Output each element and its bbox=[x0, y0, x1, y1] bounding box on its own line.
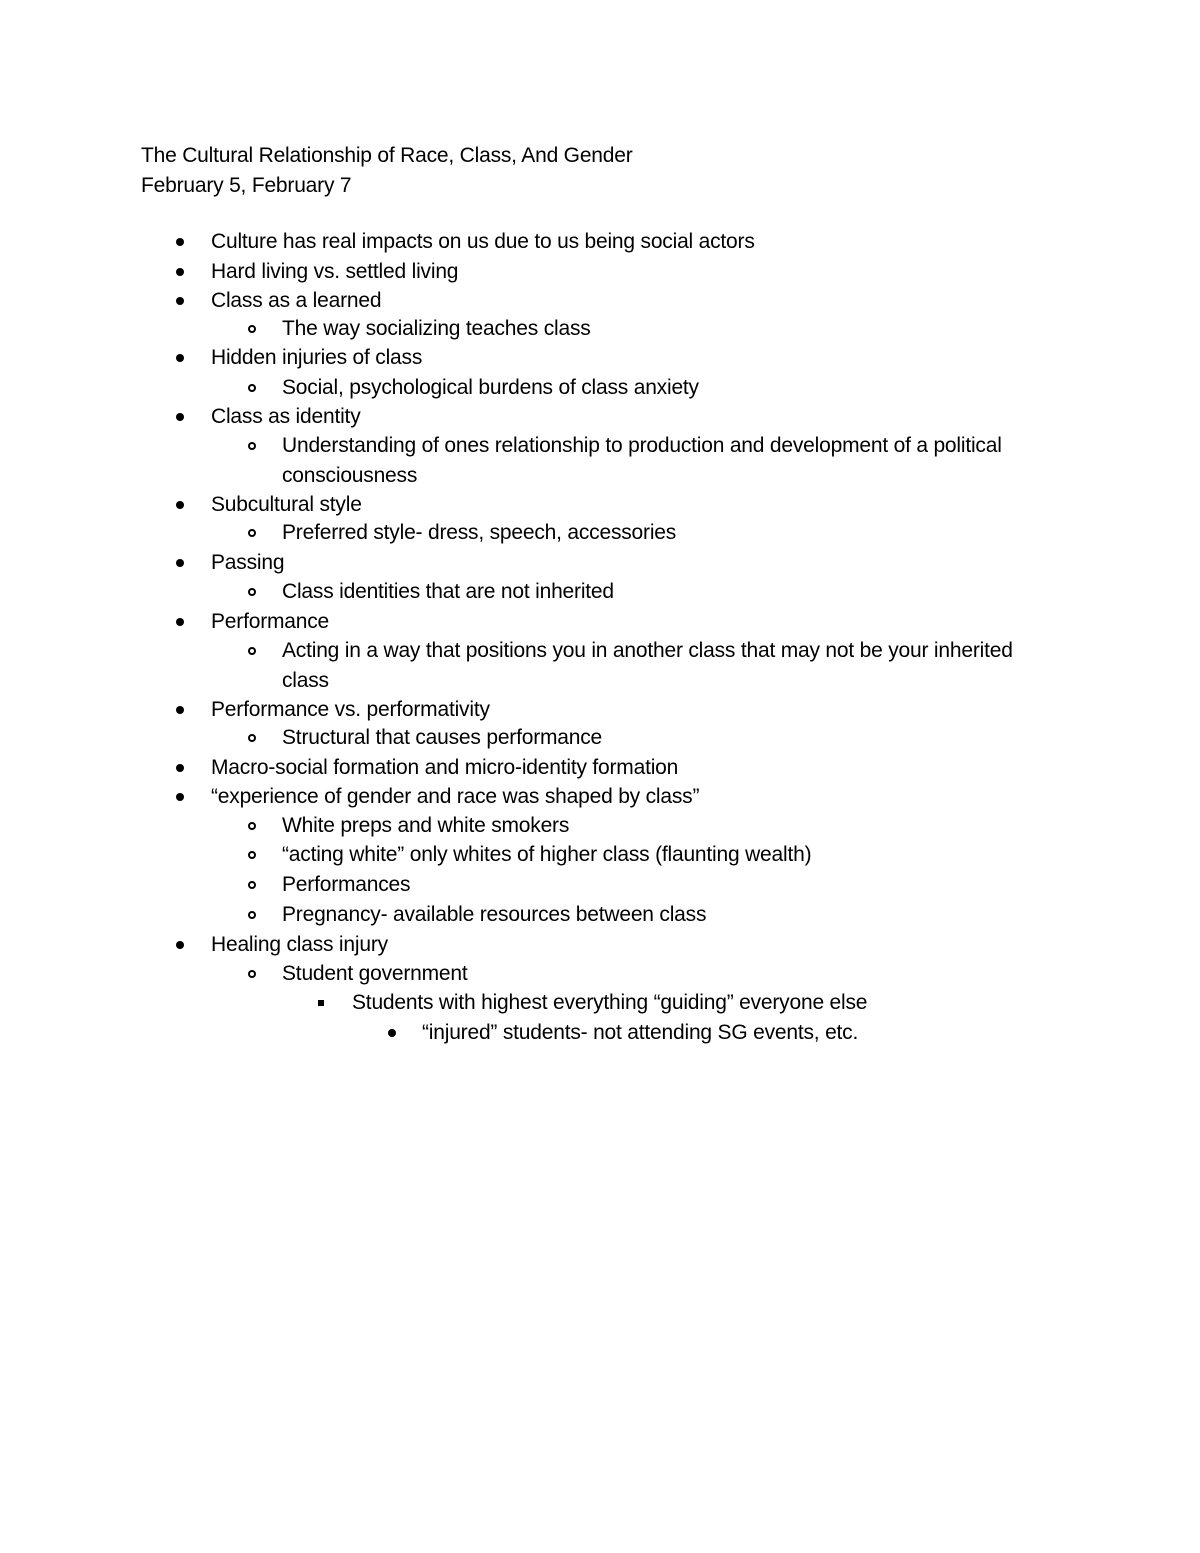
bullet-circle-icon bbox=[248, 529, 256, 537]
bullet-dot-icon bbox=[176, 238, 184, 246]
bullet-circle-icon bbox=[248, 911, 256, 919]
list-item-level-1: Macro-social formation and micro-identity formation bbox=[211, 756, 679, 779]
list-item-level-1: “experience of gender and race was shaped by class” bbox=[211, 785, 700, 808]
list-item-level-2: Acting in a way that positions you in another class that may not be your inherited bbox=[282, 639, 1013, 662]
bullet-circle-icon bbox=[248, 881, 256, 889]
list-item-level-2: Pregnancy- available resources between class bbox=[282, 903, 707, 926]
bullet-dot-icon bbox=[176, 793, 184, 801]
list-item-level-1: Culture has real impacts on us due to us being social actors bbox=[211, 230, 755, 253]
list-item-level-1: Hidden injuries of class bbox=[211, 346, 423, 369]
list-item-level-2: Preferred style- dress, speech, accessories bbox=[282, 521, 677, 544]
document-title: The Cultural Relationship of Race, Class, And Gender bbox=[141, 144, 633, 167]
list-item-level-2: Structural that causes performance bbox=[282, 726, 603, 749]
bullet-dot-icon bbox=[176, 268, 184, 276]
bullet-dot-icon bbox=[176, 297, 184, 305]
list-item-level-4: “injured” students- not attending SG events, etc. bbox=[422, 1021, 859, 1044]
bullet-dot-icon bbox=[388, 1029, 396, 1037]
bullet-dot-icon bbox=[176, 764, 184, 772]
list-item-level-2: Student government bbox=[282, 962, 468, 985]
list-item-level-2: Performances bbox=[282, 873, 411, 896]
list-item-level-1: Hard living vs. settled living bbox=[211, 260, 459, 283]
bullet-circle-icon bbox=[248, 588, 256, 596]
list-item-level-2: White preps and white smokers bbox=[282, 814, 570, 837]
bullet-dot-icon bbox=[176, 941, 184, 949]
bullet-dot-icon bbox=[176, 706, 184, 714]
list-item-level-1: Healing class injury bbox=[211, 933, 388, 956]
list-item-continuation: class bbox=[282, 669, 329, 692]
bullet-dot-icon bbox=[176, 559, 184, 567]
bullet-circle-icon bbox=[248, 325, 256, 333]
list-item-level-1: Performance vs. performativity bbox=[211, 698, 490, 721]
bullet-circle-icon bbox=[248, 384, 256, 392]
bullet-circle-icon bbox=[248, 647, 256, 655]
list-item-continuation: consciousness bbox=[282, 464, 418, 487]
bullet-dot-icon bbox=[176, 618, 184, 626]
list-item-level-3: Students with highest everything “guiding” everyone else bbox=[352, 991, 868, 1014]
document-dates: February 5, February 7 bbox=[141, 174, 352, 197]
list-item-level-2: The way socializing teaches class bbox=[282, 317, 591, 340]
bullet-circle-icon bbox=[248, 734, 256, 742]
bullet-square-icon bbox=[318, 1000, 324, 1006]
bullet-dot-icon bbox=[176, 354, 184, 362]
bullet-dot-icon bbox=[176, 413, 184, 421]
list-item-level-2: Understanding of ones relationship to production and development of a political bbox=[282, 434, 1002, 457]
list-item-level-1: Passing bbox=[211, 551, 285, 574]
list-item-level-1: Subcultural style bbox=[211, 493, 362, 516]
list-item-level-2: Class identities that are not inherited bbox=[282, 580, 614, 603]
bullet-dot-icon bbox=[176, 501, 184, 509]
list-item-level-1: Class as identity bbox=[211, 405, 361, 428]
list-item-level-1: Performance bbox=[211, 610, 330, 633]
bullet-circle-icon bbox=[248, 442, 256, 450]
list-item-level-2: Social, psychological burdens of class anxiety bbox=[282, 376, 699, 399]
bullet-circle-icon bbox=[248, 822, 256, 830]
bullet-circle-icon bbox=[248, 970, 256, 978]
list-item-level-2: “acting white” only whites of higher class (flaunting wealth) bbox=[282, 843, 812, 866]
list-item-level-1: Class as a learned bbox=[211, 289, 382, 312]
bullet-circle-icon bbox=[248, 851, 256, 859]
